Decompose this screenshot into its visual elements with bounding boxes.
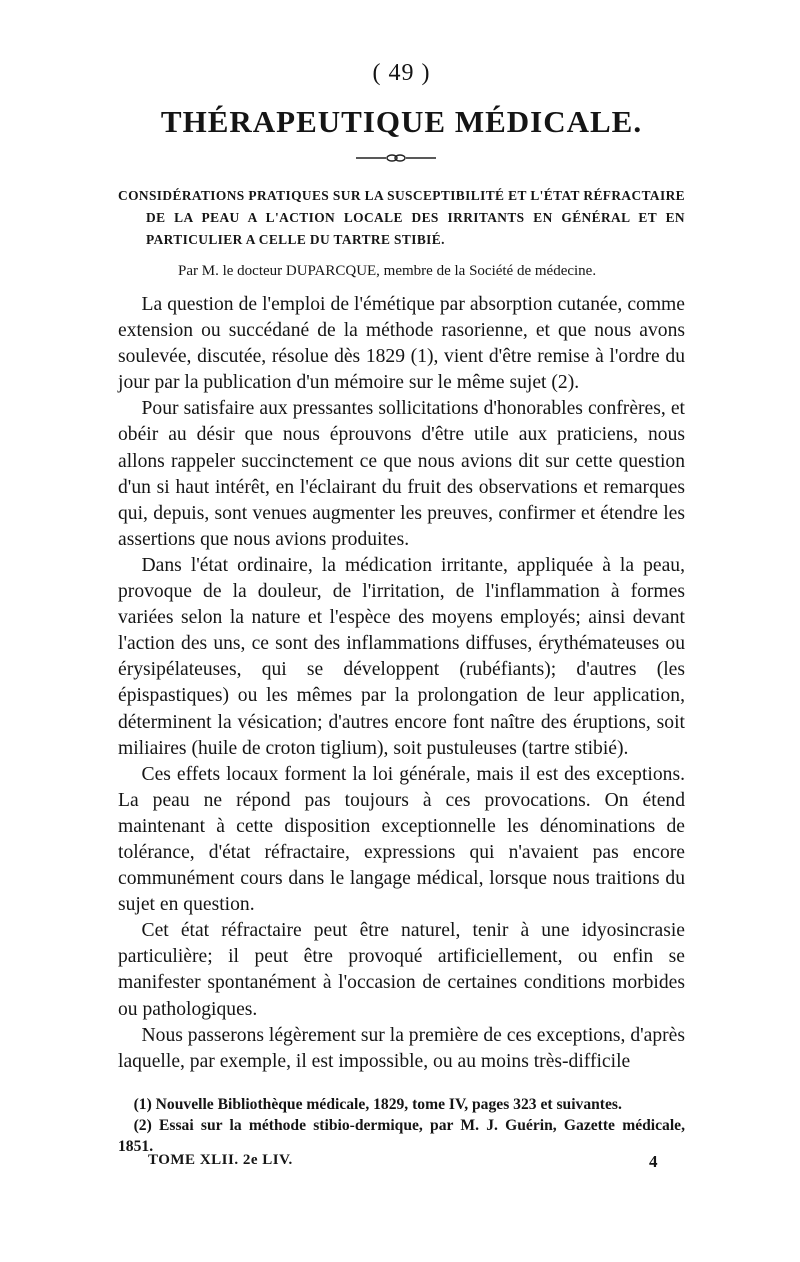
ornament-divider-icon: [356, 154, 436, 162]
page-number: ( 49 ): [372, 60, 431, 86]
article-title-line: PARTICULIER A CELLE DU TARTRE STIBIÉ.: [146, 232, 445, 247]
section-title: THÉRAPEUTIQUE MÉDICALE.: [160, 104, 643, 139]
article-title: [118, 185, 685, 251]
footnote: (2) Essai sur la méthode stibio-dermique, par M. J. Guérin, Gazette médicale, 1851.: [118, 1117, 685, 1155]
article-title-line: DE LA PEAU A L'ACTION LOCALE DES IRRITANTS EN GÉNÉRAL ET EN: [146, 210, 685, 225]
paragraph: Cet état réfractaire peut être naturel, tenir à une idyosincrasie particulière; il peut être provoqué artificiellement, ou enfin se manifester spontanément à l'occasion de certaines conditions morbides ou pathologiques.: [118, 920, 685, 1020]
footnote: (1) Nouvelle Bibliothèque médicale, 1829, tome IV, pages 323 et suivantes.: [133, 1096, 622, 1113]
paragraph: Pour satisfaire aux pressantes sollicitations d'honorables confrères, et obéir au désir que nous éprouvons d'être utile aux praticiens, nous allons rappeler succinctement ce que nous avions dit sur cette question d'un si haut intérêt, en l'éclairant du fruit des observations et remarques qui, depuis, sont venues augmenter les preuves, confirmer et étendre les assertions que nous avions produites.: [118, 398, 685, 550]
signature-number: 4: [649, 1152, 658, 1171]
paragraph: Ces effets locaux forment la loi générale, mais il est des exceptions. La peau ne répond pas toujours à ces provocations. On étend maintenant à cette disposition exceptionnelle les dénominations de tolérance, d'état réfractaire, expressions qui n'avaient pas encore communément cours dans le langage médical, lorsque nous traitions du sujet en question.: [118, 763, 685, 916]
paragraph: La question de l'emploi de l'émétique par absorption cutanée, comme extension ou succédané de la méthode rasorienne, et que nous avons soulevée, discutée, résolue dès 1829 (1), vient d'être remise à l'ordre du jour par la publication d'un mémoire sur le même sujet (2).: [118, 294, 685, 394]
footnotes: [118, 1094, 685, 1157]
body-text: [118, 292, 685, 1075]
article-title-line: CONSIDÉRATIONS PRATIQUES SUR LA SUSCEPTIBILITÉ ET L'ÉTAT RÉFRACTAIRE: [118, 188, 685, 203]
tome-label: TOME XLII. 2e LIV.: [148, 1152, 293, 1168]
author-byline: Par M. le docteur DUPARCQUE, membre de la Société de médecine.: [178, 263, 597, 279]
paragraph: Dans l'état ordinaire, la médication irritante, appliquée à la peau, provoque de la douleur, de l'irritation, de l'inflammation à formes variées selon la nature et l'espèce des moyens employés; ainsi devant l'action des uns, ce sont des inflammations diffuses, érythémateuses ou érysipélateuses, qui se développent (rubéfiants); d'autres (les épispastiques) ou les mêmes par la prolongation de leur application, déterminent la vésication; d'autres encore font naître des éruptions, soit miliaires (huile de croton tiglium), soit pustuleuses (tartre stibié).: [118, 554, 685, 759]
paragraph: Nous passerons légèrement sur la première de ces exceptions, d'après laquelle, par exemple, il est impossible, ou au moins très-difficile: [118, 1024, 685, 1072]
